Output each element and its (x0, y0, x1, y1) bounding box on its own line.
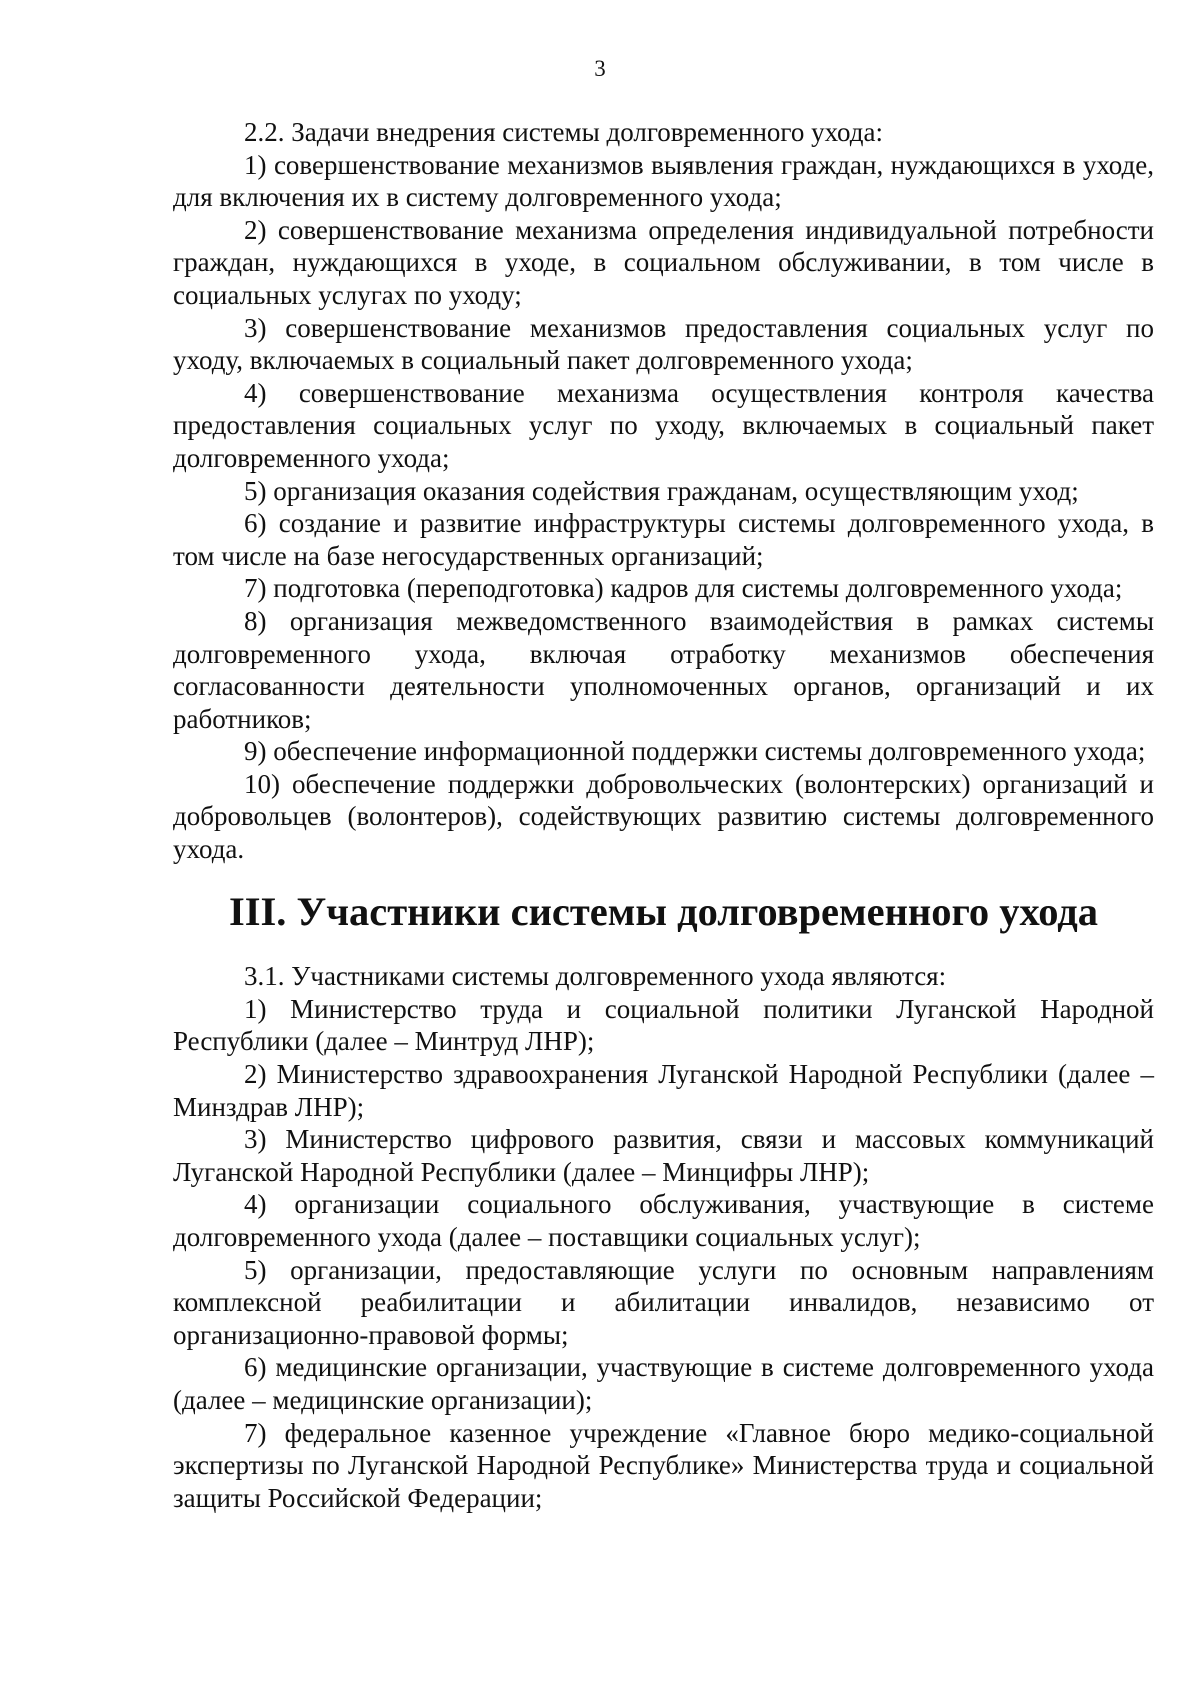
participant-item-6: 6) медицинские организации, участвующие в системе долговременного ухода (далее – медицинские организации); (173, 1352, 1154, 1415)
participant-item-5: 5) организации, предоставляющие услуги по основным направлениям комплексной реабилитации и абилитации инвалидов, независимо от организационно-правовой формы; (173, 1254, 1154, 1350)
participant-item-1: 1) Министерство труда и социальной политики Луганской Народной Республики (далее – Минтруд ЛНР); (173, 993, 1154, 1057)
task-item-6: 6) создание и развитие инфраструктуры системы долговременного ухода, в том числе на базе негосударственных организаций; (173, 508, 1154, 571)
section-2-2-intro: 2.2. Задачи внедрения системы долговременного ухода: (244, 117, 883, 147)
task-item-3: 3) совершенствование механизмов предоставления социальных услуг по уходу, включаемых в социальный пакет долговременного ухода; (173, 312, 1154, 376)
participant-item-7: 7) федеральное казенное учреждение «Главное бюро медико-социальной экспертизы по Луганской Народной Республике» Министерства труда и социальной защиты Российской Федерации; (173, 1417, 1154, 1513)
document-body (173, 116, 1154, 1514)
task-item-9: 9) обеспечение информационной поддержки системы долговременного ухода; (244, 736, 1146, 767)
task-item-10: 10) обеспечение поддержки добровольческих (волонтерских) организаций и добровольцев (волонтеров), содействующих развитию системы долговременного ухода. (173, 768, 1154, 865)
page-number: 3 (594, 56, 606, 81)
section-3-heading: III. Участники системы долговременного ухода (228, 888, 1099, 934)
section-3 (173, 960, 1154, 1514)
task-item-4: 4) совершенствование механизма осуществления контроля качества предоставления социальных услуг по уходу, включаемых в социальный пакет долговременного ухода; (173, 377, 1154, 473)
task-item-7: 7) подготовка (переподготовка) кадров для системы долговременного ухода; (244, 573, 1123, 604)
task-item-2: 2) совершенствование механизма определения индивидуальной потребности граждан, нуждающихся в уходе, в социальном обслуживании, в том числе в социальных услугах по уходу; (173, 214, 1154, 310)
participant-item-4: 4) организации социального обслуживания, участвующие в системе долговременного ухода (далее – поставщики социальных услуг); (173, 1189, 1154, 1252)
task-item-1: 1) совершенствование механизмов выявления граждан, нуждающихся в уходе, для включения их в систему долговременного ухода; (173, 149, 1154, 213)
participant-item-3: 3) Министерство цифрового развития, связи и массовых коммуникаций Луганской Народной Республики (далее – Минцифры ЛНР); (173, 1124, 1154, 1187)
section-3-1-intro: 3.1. Участниками системы долговременного ухода являются: (244, 961, 947, 992)
task-item-5: 5) организация оказания содействия гражданам, осуществляющим уход; (244, 475, 1079, 506)
task-item-8: 8) организация межведомственного взаимодействия в рамках системы долговременного ухода, включая отработку механизмов обеспечения согласованности деятельности уполномоченных органов, организаций и их работников; (173, 605, 1154, 734)
section-2-2 (173, 116, 1154, 866)
participant-item-2: 2) Министерство здравоохранения Луганской Народной Республики (далее – Минздрав ЛНР); (173, 1059, 1154, 1122)
